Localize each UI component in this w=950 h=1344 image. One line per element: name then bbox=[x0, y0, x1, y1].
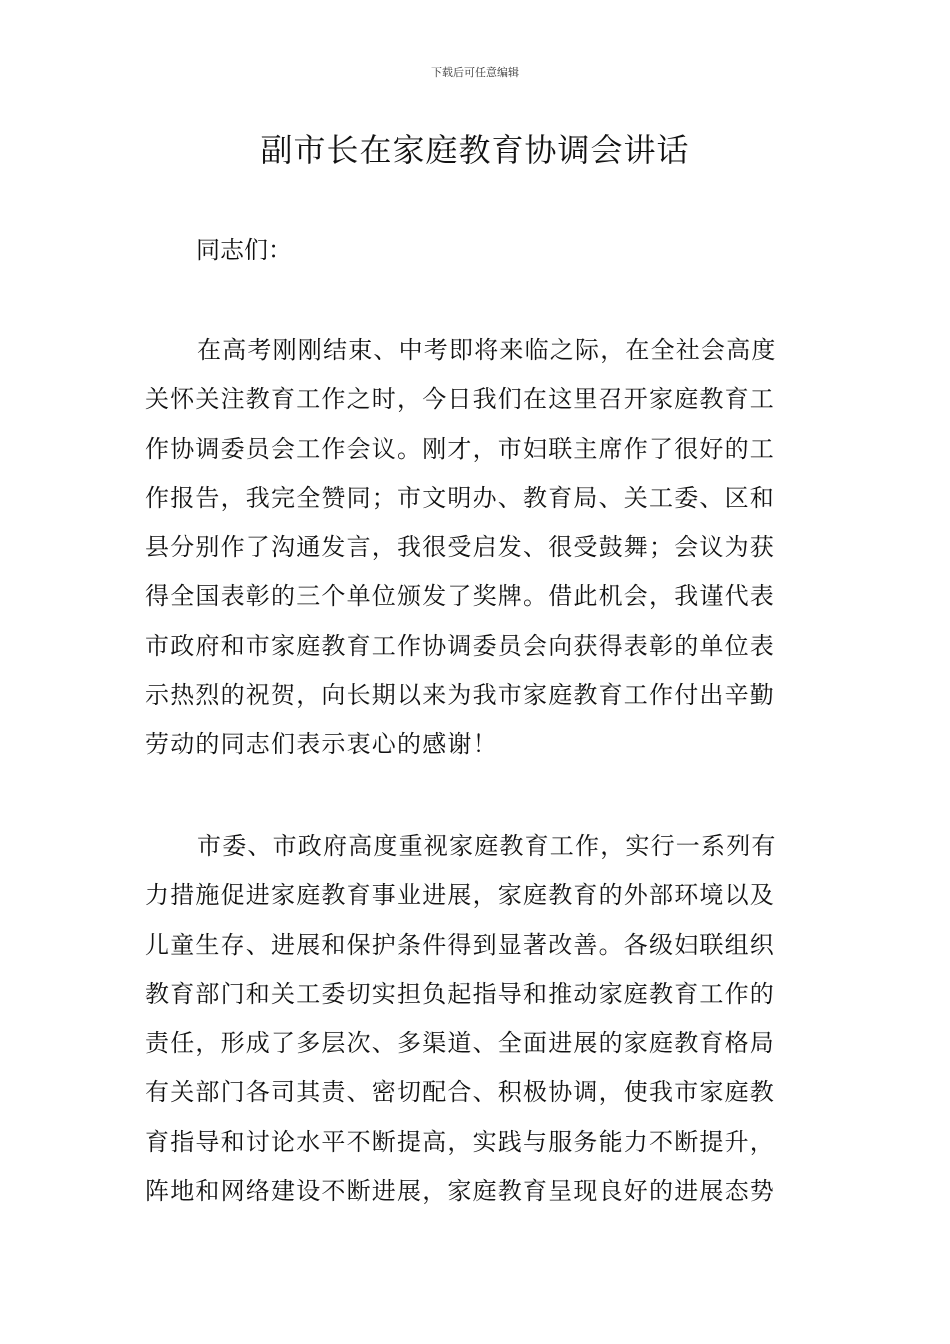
salutation: 同志们： bbox=[196, 236, 292, 264]
paragraph-line: 县分别作了沟通发言，我很受启发、很受鼓舞；会议为获 bbox=[145, 533, 775, 562]
paragraph-line: 示热烈的祝贺，向长期以来为我市家庭教育工作付出辛勤 bbox=[145, 681, 775, 710]
paragraph-line: 市政府和市家庭教育工作协调委员会向获得表彰的单位表 bbox=[145, 631, 775, 660]
paragraph-line: 责任，形成了多层次、多渠道、全面进展的家庭教育格局 bbox=[145, 1029, 775, 1058]
paragraph-line: 在高考刚刚结束、中考即将来临之际，在全社会高度 bbox=[197, 336, 777, 364]
document-title: 副市长在家庭教育协调会讲话 bbox=[260, 131, 690, 169]
paragraph-line: 力措施促进家庭教育事业进展，家庭教育的外部环境以及 bbox=[145, 881, 775, 910]
paragraph-line: 作报告，我完全赞同；市文明办、教育局、关工委、区和 bbox=[145, 483, 775, 512]
paragraph-line: 儿童生存、进展和保护条件得到显著改善。各级妇联组织 bbox=[145, 930, 775, 959]
paragraph-line: 育指导和讨论水平不断提高，实践与服务能力不断提升， bbox=[145, 1127, 775, 1156]
paragraph-line: 作协调委员会工作会议。刚才，市妇联主席作了很好的工 bbox=[145, 434, 775, 463]
header-note: 下载后可任意编辑 bbox=[431, 66, 519, 79]
paragraph-line: 市委、市政府高度重视家庭教育工作，实行一系列有 bbox=[197, 832, 777, 860]
paragraph-line: 得全国表彰的三个单位颁发了奖牌。借此机会，我谨代表 bbox=[145, 582, 775, 611]
paragraph-line: 阵地和网络建设不断进展，家庭教育呈现良好的进展态势 bbox=[145, 1177, 775, 1206]
paragraph-2 bbox=[145, 822, 805, 1216]
paragraph-line: 有关部门各司其责、密切配合、积极协调，使我市家庭教 bbox=[145, 1078, 775, 1107]
paragraph-line: 教育部门和关工委切实担负起指导和推动家庭教育工作的 bbox=[145, 979, 775, 1008]
paragraph-line: 关怀关注教育工作之时，今日我们在这里召开家庭教育工 bbox=[145, 385, 775, 414]
paragraph-line: 劳动的同志们表示衷心的感谢！ bbox=[145, 730, 498, 759]
paragraph-1 bbox=[145, 326, 805, 770]
